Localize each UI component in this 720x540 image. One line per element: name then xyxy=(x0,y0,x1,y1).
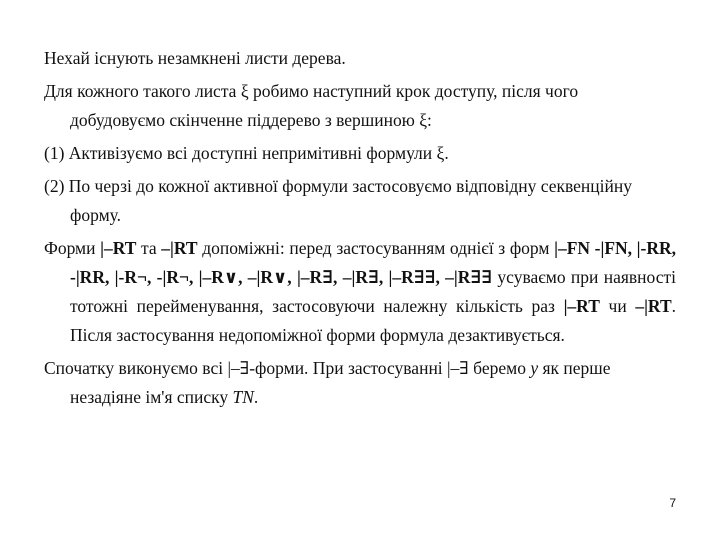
paragraph-1: Нехай існують незамкнені листи дерева. xyxy=(44,48,346,68)
text: Спочатку виконуємо всі xyxy=(44,358,228,378)
text: . xyxy=(253,387,259,407)
text: . Після застосування недопоміжної форми формула дезактивується. xyxy=(70,296,677,345)
text: -форми. При застосуванні xyxy=(249,358,448,378)
text: усуваємо при наявності тотожні перейменування, застосовуючи належну кількість раз xyxy=(70,267,676,316)
paragraph-3: (1) Активізуємо всі доступні непримітивні формули ξ. xyxy=(44,143,449,163)
paragraph-2: Для кожного такого листа ξ робимо наступний крок доступу, після чого добудовуємо скінченне піддерево з вершиною ξ: xyxy=(44,81,579,130)
formula: |–∃ xyxy=(227,358,250,378)
page-number: 7 xyxy=(669,496,676,510)
text: Форми xyxy=(44,238,101,258)
formula-list: |–FN -|FN, |-RR, -|RR, |-R¬, -|R¬, |–R∨, –|R∨, |–R∃, –|R∃, |–R∃∃, –|R∃∃ xyxy=(70,238,676,287)
text: допоміжні: перед застосуванням однієї з форм xyxy=(197,238,555,258)
formula: |–∃ xyxy=(447,358,469,378)
paragraph-4: (2) По черзі до кожної активної формули застосовуємо відповідну секвенційну форму. xyxy=(44,176,633,225)
variable: y xyxy=(530,358,539,378)
formula: –|RT xyxy=(161,238,198,258)
formula: –|RT xyxy=(635,296,672,316)
text: беремо xyxy=(468,358,531,378)
paragraph-6 xyxy=(44,354,676,412)
slide-body xyxy=(44,44,676,416)
formula: |–RT xyxy=(563,296,600,316)
text: чи xyxy=(599,296,636,316)
list-name: TN xyxy=(232,387,254,407)
formula: |–RT xyxy=(100,238,137,258)
paragraph-5 xyxy=(44,234,676,350)
text: та xyxy=(136,238,162,258)
text: як перше незадіяне ім'я списку xyxy=(70,358,611,407)
